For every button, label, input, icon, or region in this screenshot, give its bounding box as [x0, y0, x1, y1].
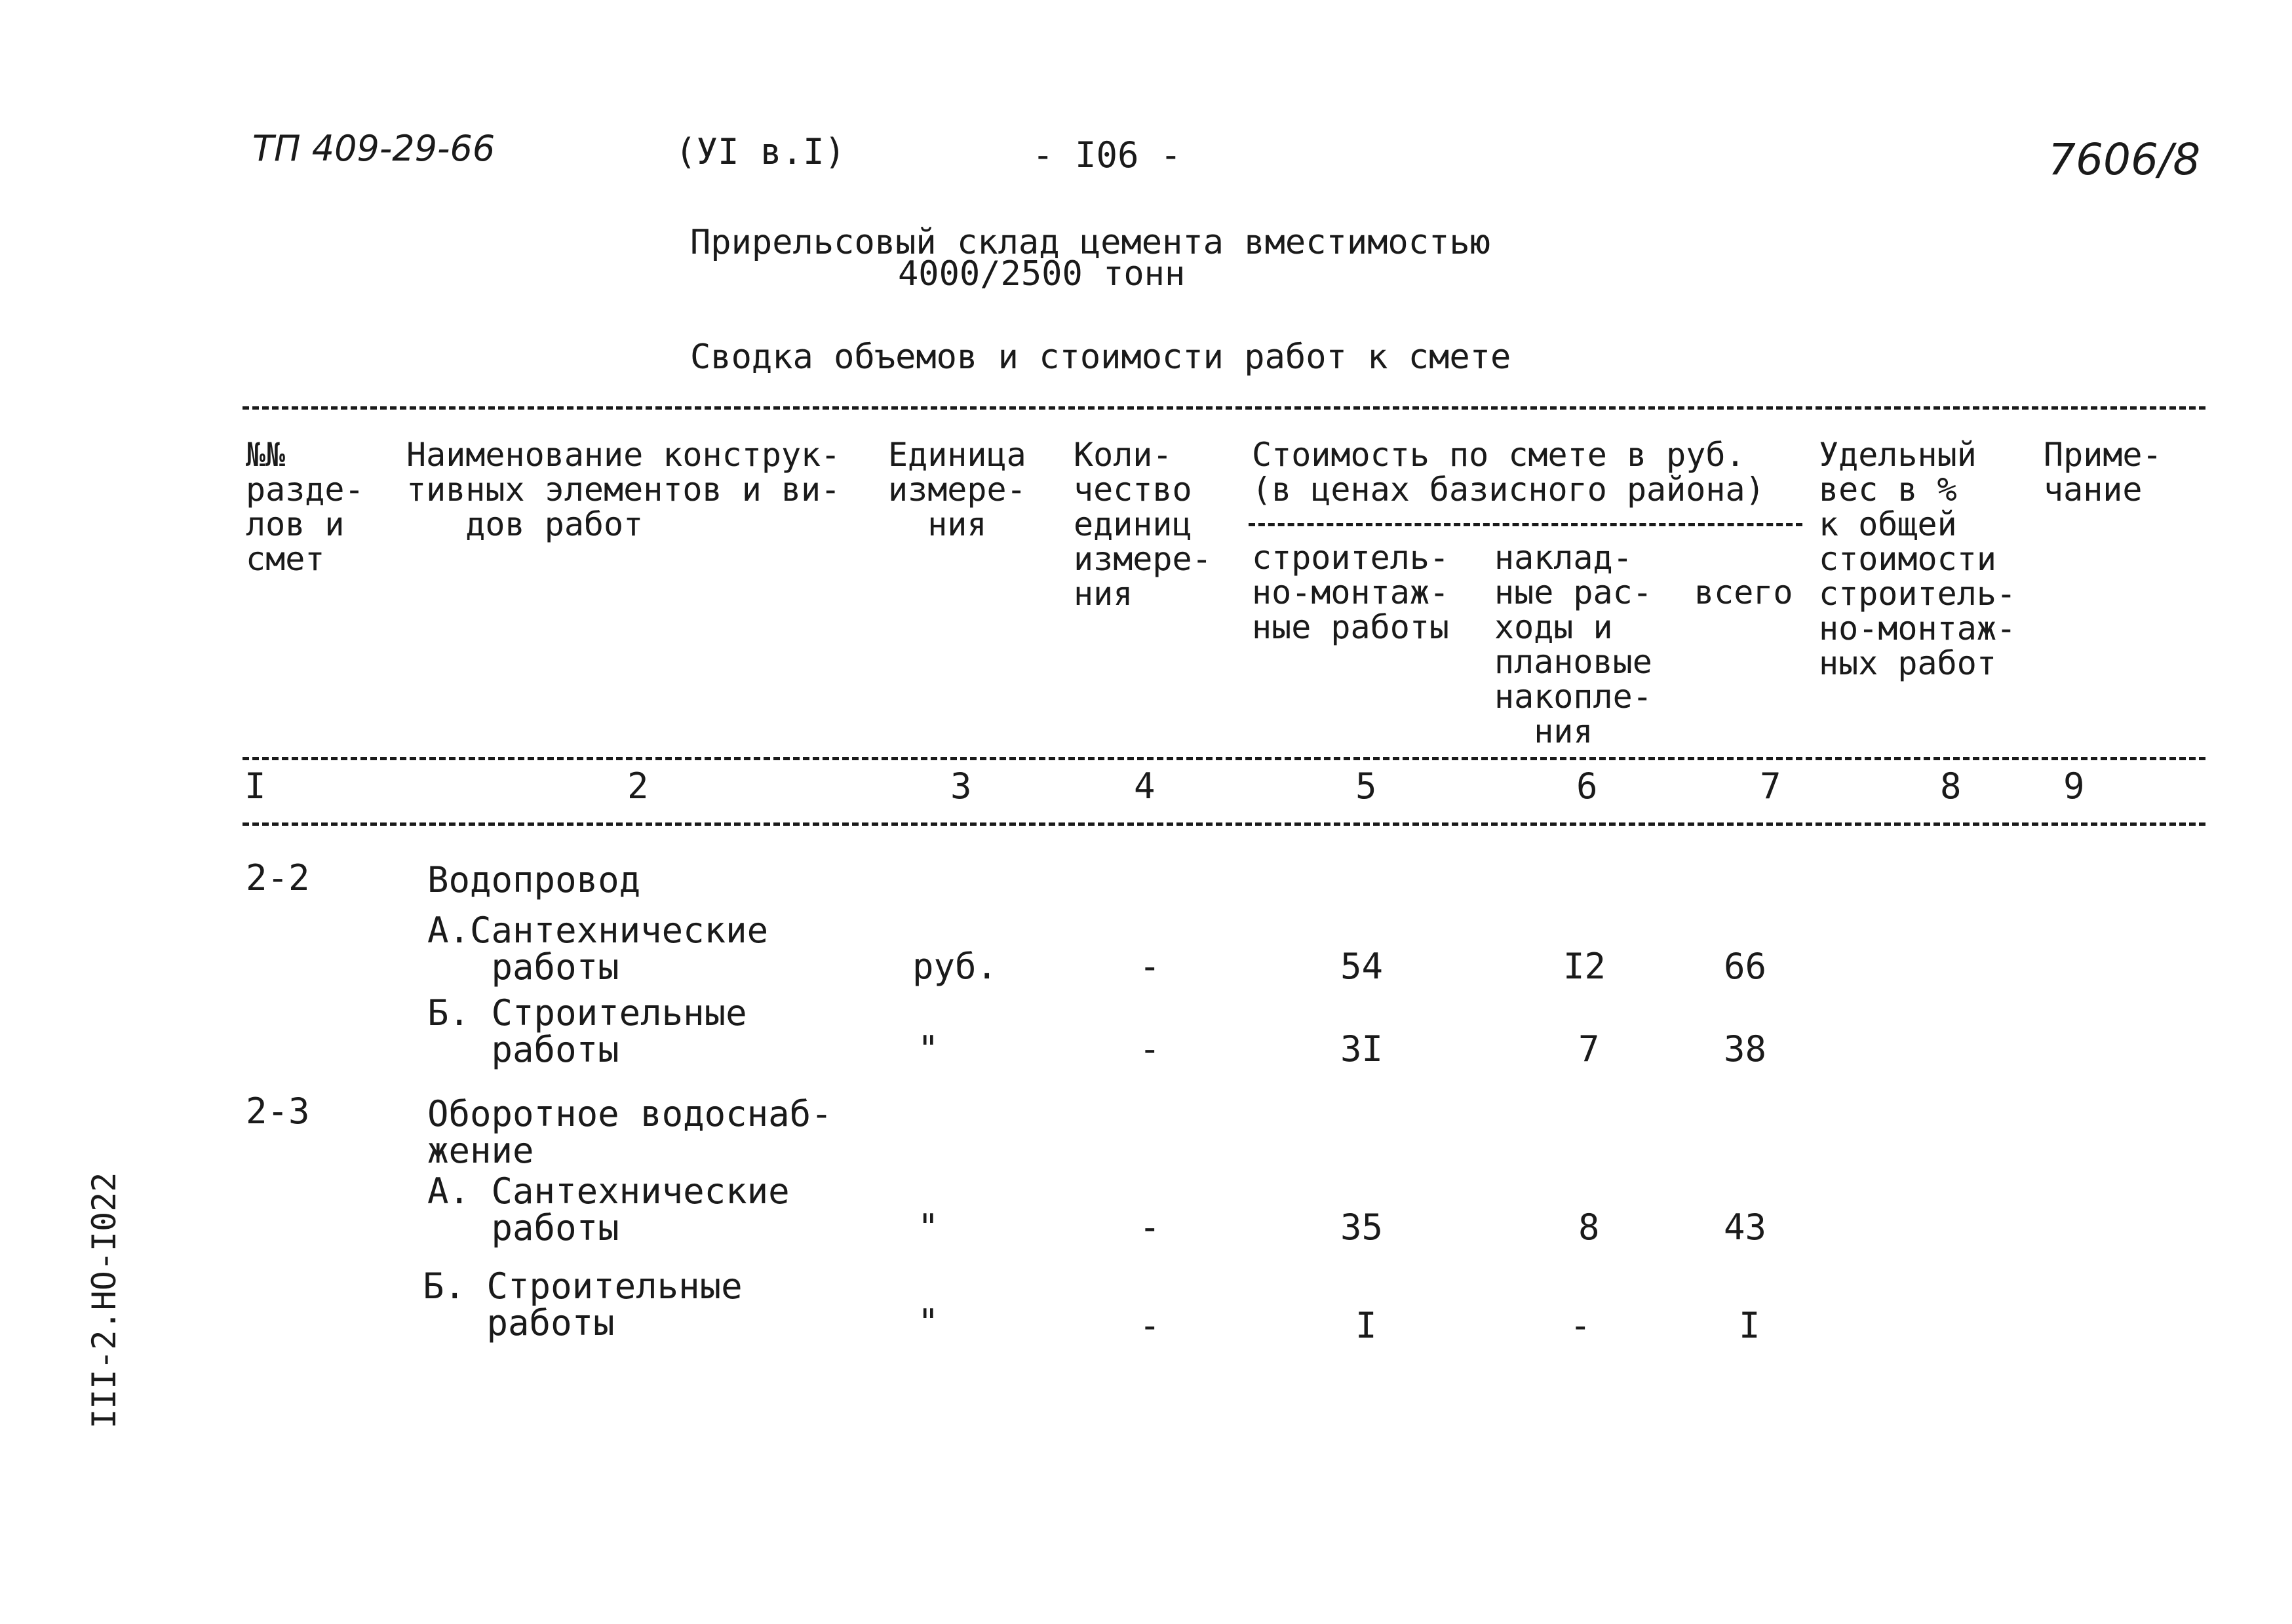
col-header-cost-group: Стоимость по смете в руб. (в ценах базисного района) — [1252, 436, 1765, 509]
work-item-name: Б. Строительные работы — [423, 1266, 743, 1344]
col-number-5: 5 — [1355, 765, 1377, 807]
work-item-quantity: - — [1139, 1305, 1161, 1346]
work-item-overhead: I2 — [1563, 946, 1606, 987]
work-item-name: А. Сантехнические работы — [427, 1170, 790, 1248]
work-item-unit: руб. — [912, 946, 998, 987]
col-number-2: 2 — [627, 765, 649, 807]
col-header-quantity: Коли- чество единиц измере- ния — [1074, 436, 1212, 613]
section-number: 2-2 — [246, 857, 310, 899]
col-number-6: 6 — [1576, 765, 1598, 807]
column-numbers-rule — [243, 822, 2205, 826]
work-item-unit: " — [918, 1302, 939, 1343]
table-top-rule — [243, 406, 2205, 410]
col-number-8: 8 — [1940, 765, 1962, 807]
col-header-section: №№ разде- лов и смет — [246, 436, 364, 578]
section-name: Водопровод — [427, 859, 641, 900]
col-header-smr: строитель- но-монтаж- ные работы — [1252, 539, 1450, 646]
page-number: - I06 - — [1032, 134, 1182, 176]
cost-group-rule — [1249, 523, 1802, 526]
work-item-quantity: - — [1139, 1207, 1161, 1248]
work-item-overhead: 7 — [1578, 1028, 1600, 1070]
col-number-4: 4 — [1134, 765, 1156, 807]
section-name: Оборотное водоснаб- жение — [427, 1093, 832, 1171]
work-item-overhead: 8 — [1578, 1207, 1600, 1248]
document-title-capacity: 4000/2500 тонн — [898, 254, 1186, 294]
col-number-9: 9 — [2063, 765, 2085, 807]
work-item-total: 38 — [1724, 1028, 1767, 1070]
work-item-smr-cost: I — [1355, 1305, 1377, 1346]
work-item-smr-cost: 54 — [1340, 946, 1384, 987]
doc-code: ТП 409-29-66 — [252, 128, 495, 169]
document-title: Прирельсовый склад цемента вместимостью — [690, 223, 1490, 262]
work-item-total: 66 — [1724, 946, 1767, 987]
col-header-share: Удельный вес в % к общей стоимости строитель- но-монтаж- ных работ — [1819, 436, 2017, 682]
doc-volume: (УI в.I) — [675, 131, 846, 172]
header-bottom-rule — [243, 757, 2205, 760]
col-number-7: 7 — [1760, 765, 1781, 807]
col-number-1: I — [244, 765, 266, 807]
work-item-total: I — [1739, 1305, 1760, 1346]
col-header-unit: Единица измере- ния — [888, 436, 1026, 543]
work-item-name: Б. Строительные работы — [427, 992, 747, 1070]
side-archive-stamp: III-2.НО-I022 — [85, 1172, 123, 1429]
col-header-name: Наименование конструк- тивных элементов и ви- дов работ — [406, 436, 841, 543]
col-header-overhead: наклад- ные рас- ходы и плановые накопле- ния — [1494, 539, 1652, 750]
section-number: 2-3 — [246, 1091, 310, 1132]
work-item-overhead: - — [1570, 1305, 1591, 1346]
col-number-3: 3 — [950, 765, 972, 807]
work-item-smr-cost: 3I — [1340, 1028, 1384, 1070]
work-item-smr-cost: 35 — [1340, 1207, 1384, 1248]
summary-subtitle: Сводка объемов и стоимости работ к смете — [690, 338, 1511, 377]
work-item-quantity: - — [1139, 1028, 1161, 1070]
work-item-total: 43 — [1724, 1207, 1767, 1248]
col-header-total: всего — [1694, 573, 1793, 611]
work-item-unit: " — [918, 1028, 939, 1070]
work-item-quantity: - — [1139, 946, 1161, 987]
work-item-name: А.Сантехнические работы — [427, 910, 769, 988]
inventory-number: 7606/8 — [2048, 134, 2201, 185]
work-item-unit: " — [918, 1207, 939, 1248]
col-header-note: Приме- чание — [2044, 436, 2162, 509]
